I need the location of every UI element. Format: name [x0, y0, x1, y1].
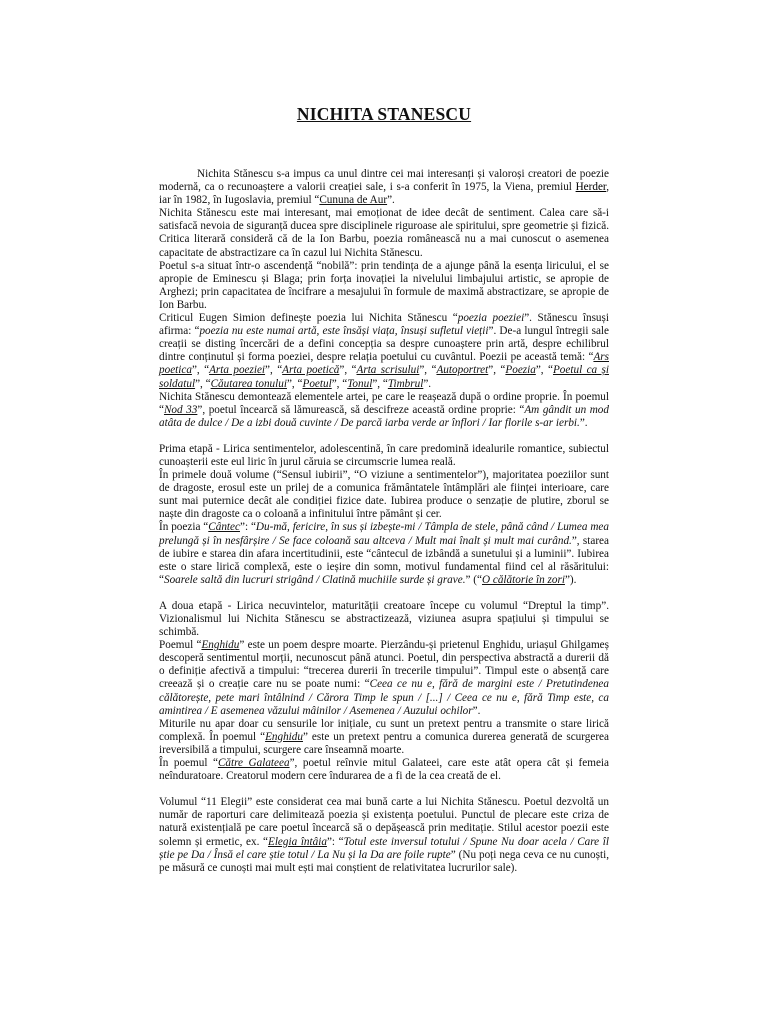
paragraph-text: , iar în 1982, în Iugoslavia, premiul “ — [159, 181, 609, 207]
quote-text: Am gândit un mod atâta de dulce / De a izbi două cuvinte / De parcă iarba verde ar înflori / Iar florile s-ar ierbi. — [159, 403, 609, 429]
paragraph-gap — [159, 587, 609, 600]
quote-text: poezia poeziei — [457, 312, 525, 325]
paragraph-enghidu — [159, 639, 609, 718]
poem-title: Enghidu — [265, 730, 303, 743]
quote-text: Du-mă, fericire, în sus și izbește-mi / Tâmpla de stele, până când / Lumea mea prelungă și în nesfârșire / Se face coloană sau altceva / Mult mai înalt și mult mai curând. — [159, 521, 609, 547]
paragraph-text: ” (Nu poți nega ceva ce nu cunoști, pe măsură ce cunoști mai mult ești mai conștient de relativitatea lucrurilor sale). — [159, 848, 609, 874]
paragraph-text: ”, poetul încearcă să lămurească, să descifreze această ordine proprie: “ — [197, 403, 525, 416]
herder-link[interactable]: Herder — [575, 181, 607, 194]
poem-title: Arta poetică — [282, 364, 340, 377]
poem-title: Elegia întâia — [267, 835, 327, 848]
quote-text: poezia nu este numai artă, este însăși viața, însuși sufletul vieții — [199, 325, 489, 338]
poem-title: Cântec — [208, 521, 240, 534]
paragraph-simion: Criticul Eugen Simion definește poezia lui Nichita Stănescu “poezia poeziei”. Stănescu însuși afirma: “poezia nu este numai artă, este însăși viața, însuși sufletul vieții”. De-a lungul întregii sale creații se disting încercări de a defini concepția sa despre cunoaștere prin artă, despre echilibrul dintre conținutul și forma poeziei, despre relația poetului cu cuvântul. Poezii pe această temă: “Ars poetica”, “Arta poeziei”, “Arta poetică”, “Arta scrisului”, “Autoportret”, “Poezia”, “Poetul ca și soldatul”, “Căutarea tonului”, “Poetul”, “Tonul”, “Timbrul”. — [159, 312, 609, 390]
paragraph-elegii — [159, 796, 609, 875]
paragraph-text: În poezia “ — [159, 521, 209, 534]
paragraph-nod-33 — [159, 391, 609, 430]
paragraph-gap — [159, 430, 609, 443]
poem-title: Timbrul — [387, 377, 424, 390]
paragraph-text: ”). — [564, 573, 577, 586]
poem-title: O călătorie în zori — [481, 573, 565, 586]
paragraph-text: Miturile nu apar doar cu sensurile lor inițiale, cu sunt un pretext pentru a transmite o stare lirică complexă. În poemul “ — [159, 717, 609, 743]
paragraph-text: ”: “ — [239, 521, 256, 534]
poem-title: Poetul ca și soldatul — [159, 364, 609, 390]
paragraph-awards — [159, 168, 609, 207]
paragraph-text: Criticul Eugen Simion definește poezia lui Nichita Stănescu “ — [159, 312, 458, 325]
paragraph-text: ”. — [472, 704, 481, 717]
poem-title: Enghidu — [201, 639, 240, 652]
poem-title: Căutarea tonului — [210, 377, 287, 390]
poem-title: Tonul — [347, 377, 373, 390]
paragraph-text: Nichita Stănescu demontează elementele artei, pe care le reașează după o ordine proprie. În poemul “ — [159, 390, 609, 416]
poem-title: Arta poeziei — [209, 364, 266, 377]
poem-title: Poetul — [302, 377, 332, 390]
poem-title: Nod 33 — [163, 403, 198, 416]
paragraph-ascendenta: Poetul s-a situat într-o ascendență “nobilă”: prin tendința de a ajunge până la esența liricului, el se apropie de Eminescu și Blaga; prin forța inovației la nivelului limbajului artistic, se apropie de Arghezi; prin capacitatea de încifrare a mesajului în formule de maximă abstractizare, se apropie de Ion Barbu. — [159, 259, 609, 311]
poem-title: Arta scrisului — [356, 364, 420, 377]
paragraph-text: ”. De-a lungul întregii sale creații se disting încercări de a defini concepția sa despre cunoaștere prin artă, despre echilibrul dintre conținutul și forma poeziei, despre relația poetului cu cuvântul. Poezii pe această temă: “ — [159, 325, 609, 364]
paragraph-text: ”, starea de iubire e starea din afara incertitudinii, este “cântecul de izbândă a sunetului și a luminii”. Iubirea este o stare lirică complexă, este o ieșire din somn, motivul fundamental fiind cel al răsăritului: “ — [159, 534, 609, 586]
paragraph-text: ” este un pretext pentru a comunica durerea generată de scurgerea ireversibilă a timpului, scurgere care înseamnă moarte. — [159, 730, 609, 756]
poem-title: Către Galateea — [217, 757, 290, 770]
paragraph-miturile — [159, 718, 609, 757]
document-title: NICHITA STANESCU — [296, 104, 472, 124]
paragraph-text: ” (“ — [465, 573, 482, 586]
paragraph-text: ”: “ — [326, 835, 344, 848]
poem-title: Autoportret — [436, 364, 489, 377]
paragraph-prima-etapa: Prima etapă - Lirica sentimentelor, adolescentină, în care predomină idealurile romantice, subiectul cunoașterii este eul liric în jurul căruia se circumscrie lumea reală. — [159, 442, 609, 468]
paragraph-text: În poemul “ — [159, 757, 218, 770]
paragraph-text: ”. — [579, 416, 588, 429]
paragraph-text: ”, poetul reînvie mitul Galateei, care este atât opera cât și femeia neînduratoare. Creatorul modern cere îndurarea de a fi de la cea creată de el. — [159, 757, 609, 783]
paragraph-a-doua-etapa: A doua etapă - Lirica necuvintelor, maturității creatoare începe cu volumul “Dreptul la timp”. Vizionalismul lui Nichita Stănescu se abstractizează, viziunea asupra spațiului și timpului se schimbă. — [159, 599, 609, 639]
paragraph-gap — [159, 783, 609, 796]
cununa-de-aur-title: Cununa de Aur — [319, 194, 388, 207]
poem-title: Ars poetica — [159, 351, 609, 377]
paragraph-text: Nichita Stănescu s-a impus ca unul dintre cei mai interesanți și valoroși creatori de poezie modernă, ca o recunoaștere a valorii creației sale, i s-a conferit în 1975, la Viena, premiul — [159, 168, 609, 194]
paragraph-text: ” este un poem despre moarte. Pierzându-și prietenul Enghidu, uriașul Ghilgameș descoperă sentimentul morții, necunoscut până atunci. Poetul, din perspectiva abstractă a durerii dă o definiție afectivă a timpului: “trecerea durerii în trecerile timpului”. Timpul este o absență care creează și o creație care nu se poate numi: “ — [159, 639, 609, 691]
paragraph-text: Volumul “11 Elegii” este considerat cea mai bună carte a lui Nichita Stănescu. Poetul dezvoltă un număr de raporturi care delimitează poezia și existența poetului. Punctul de plecare este criza de natură existențială pe care poetul încearcă să o depășească prin meditație. Stilul acestor poezii este solemn și ermetic, ex. “ — [159, 796, 609, 848]
paragraph-cantec — [159, 521, 609, 586]
quote-text: Ceea ce nu e, fără de margini este / Pretutindenea călătorește, pete mari întâlnind / Cărora Timp le spun / [...] / Ceea ce nu e, fără Timp este, ca amintirea / E asemenea văzului mâinilor / Asemenea / Auzului ochilor — [159, 678, 609, 717]
paragraph-text: ”. Stănescu însuși afirma: “ — [159, 312, 609, 338]
quote-text: Soarele saltă din lucruri strigând / Clatină muchiile surde și grave. — [163, 573, 466, 586]
paragraph-interest: Nichita Stănescu este mai interesant, mai emoționat de idee decât de sentiment. Calea care să-i satisfacă nevoia de siguranță ducea spre disciplinele riguroase ale spiritului, spre geometrie și fizică. Critica literară consideră că de la Ion Barbu, poezia românească nu a mai cunoscut o asemenea capacitate de abstractizare ca în cazul lui Nichita Stănescu. — [159, 207, 609, 259]
document-body — [159, 168, 609, 875]
poem-title: Poezia — [505, 364, 536, 377]
paragraph-primele-volume: În primele două volume (“Sensul iubirii”, “O viziune a sentimentelor”), majoritatea poeziilor sunt de dragoste, erosul este un prilej de a comunica frământatele întâmplări ale ființei interioare, care sunt mai puternice decât ale condiției fizice date. Iubirea produce o senzație de plutire, zborul se naște din dragoste ca o coloană a infinitului între pământ și cer. — [159, 469, 609, 521]
paragraph-text: ”. — [387, 194, 395, 207]
quote-text: Totul este inversul totului / Spune Nu doar acela / Care îl știe pe Da / Însă el care știe totul / La Nu și la Da are foile rupte — [159, 835, 609, 861]
paragraph-galateea — [159, 757, 609, 783]
paragraph-text: Poemul “ — [159, 639, 202, 652]
